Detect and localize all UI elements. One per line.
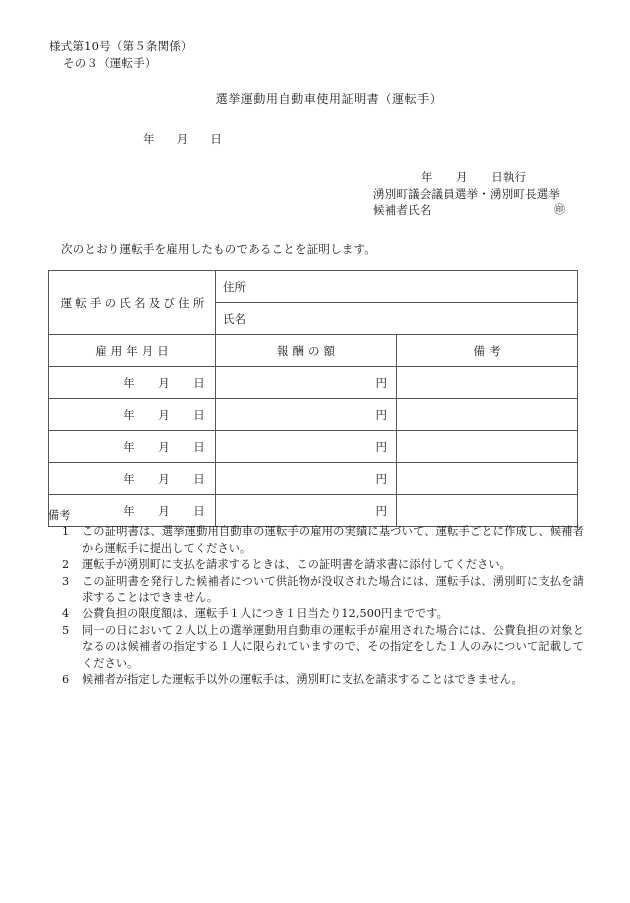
note-number: 1	[62, 525, 70, 539]
date-month-label: 月	[176, 132, 189, 146]
cell-employment-date[interactable]: 年 月 日	[49, 495, 216, 527]
form-number: 様式第10号（第５条関係）	[49, 39, 193, 53]
note-text: 候補者が指定した運転手以外の運転手は、湧別町に支払を請求することはできません。	[82, 673, 523, 687]
column-header-remarks: 備考	[397, 335, 578, 367]
notes-title: 備考	[48, 509, 71, 522]
employment-table	[48, 270, 578, 527]
note-text: 同一の日において２人以上の選挙運動用自動車の運転手が雇用された場合には、公費負担の対象となるのは候補者の指定する１人に限られていますので、その指定をした１人のみについて記載してください。	[82, 623, 584, 670]
cell-employment-date[interactable]: 年 月 日	[49, 399, 216, 431]
table-row	[49, 399, 578, 431]
form-header	[49, 38, 193, 72]
cell-employment-date[interactable]: 年 月 日	[49, 431, 216, 463]
table-row	[49, 463, 578, 495]
signature-block	[373, 169, 573, 219]
note-item	[48, 557, 584, 573]
cell-remarks[interactable]	[397, 431, 578, 463]
note-item	[48, 524, 584, 557]
cell-remarks[interactable]	[397, 399, 578, 431]
note-text: 公費負担の限度額は、運転手１人につき１日当たり12,500円までです。	[82, 607, 448, 621]
cell-reward-amount[interactable]: 円	[216, 463, 397, 495]
note-text: この証明書を発行した候補者について供託物が没収された場合には、運転手は、湧別町に支払を請求することはできません。	[82, 574, 584, 605]
note-text: この証明書は、選挙運動用自動車の運転手の雇用の実績に基づいて、運転手ごとに作成し、候補者から運転手に提出してください。	[82, 525, 584, 555]
seal-icon: ㊞	[554, 203, 566, 216]
note-number: 3	[62, 574, 70, 588]
cell-reward-amount[interactable]: 円	[216, 431, 397, 463]
column-header-reward-amount: 報酬の額	[216, 335, 397, 367]
form-subtype: その３（運転手）	[63, 56, 157, 70]
note-text: 運転手が湧別町に支払を請求するときは、この証明書を請求書に添付してください。	[82, 558, 511, 572]
driver-info-label: 運転手の氏名及び住所	[49, 271, 216, 335]
cell-remarks[interactable]	[397, 367, 578, 399]
note-item	[48, 623, 584, 672]
cell-reward-amount[interactable]: 円	[216, 367, 397, 399]
election-name: 湧別町議会議員選挙・湧別町長選挙	[373, 186, 561, 201]
note-item	[48, 672, 584, 688]
date-year-label: 年	[143, 132, 155, 146]
table-row	[49, 431, 578, 463]
cell-employment-date[interactable]: 年 月 日	[49, 463, 216, 495]
table-row-address	[49, 271, 578, 303]
table-header-row	[49, 335, 578, 367]
execution-date-line: 年 月 日執行	[421, 170, 527, 184]
candidate-name-line	[373, 202, 573, 219]
cell-reward-amount[interactable]: 円	[216, 495, 397, 527]
notes-section	[48, 508, 584, 688]
table-row	[49, 367, 578, 399]
blank-date-line	[143, 131, 222, 147]
column-header-employment-date: 雇用年月日	[49, 335, 216, 367]
cell-employment-date[interactable]: 年 月 日	[49, 367, 216, 399]
note-item	[48, 574, 584, 607]
note-number: 6	[62, 673, 70, 687]
name-label: 氏名	[216, 303, 578, 335]
certification-statement: 次のとおり運転手を雇用したものであることを証明します。	[61, 242, 376, 256]
date-day-label: 日	[210, 132, 223, 146]
note-item	[48, 606, 584, 622]
cell-reward-amount[interactable]: 円	[216, 399, 397, 431]
address-label: 住所	[216, 271, 578, 303]
note-number: 4	[62, 607, 70, 621]
candidate-name-label: 候補者氏名	[373, 203, 432, 217]
document-title: 選挙運動用自動車使用証明書（運転手）	[215, 92, 443, 106]
note-number: 2	[62, 558, 70, 572]
note-number: 5	[62, 623, 70, 637]
cell-remarks[interactable]	[397, 463, 578, 495]
